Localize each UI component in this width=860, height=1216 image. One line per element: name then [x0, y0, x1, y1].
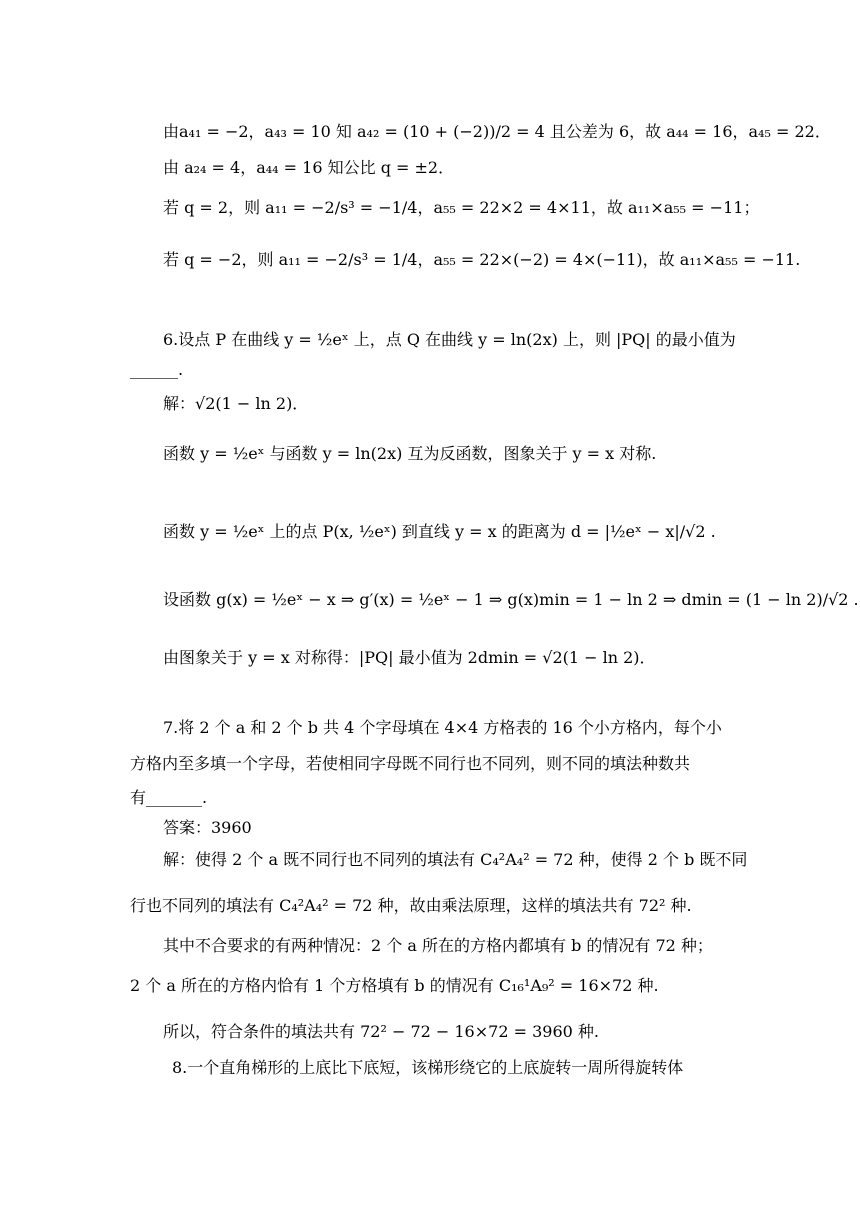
solution-label [163, 384, 860, 424]
text-line [163, 512, 860, 552]
line-text: 设函数 g(x) = ½eˣ − x ⇒ g′(x) = ½eˣ − 1 ⇒ g(x)min = 1 − ln 2 ⇒ dmin = (1 − ln 2)/√2 . [163, 590, 859, 609]
question-8 [172, 1048, 860, 1088]
line-text: 行也不同列的填法有 C₄²A₄² = 72 种，故由乘法原理，这样的填法共有 72² 种. [130, 896, 692, 915]
line-text: 函数 y = ½eˣ 与函数 y = ln(2x) 互为反函数，图象关于 y = x 对称. [163, 444, 657, 463]
text-line [163, 580, 860, 620]
line-text: 7.将 2 个 a 和 2 个 b 共 4 个字母填在 4×4 方格表的 16 个小方格内，每个小 [163, 718, 722, 737]
text-line [163, 840, 860, 880]
line-text: 由a₄₁ = −2，a₄₃ = 10 知 a₄₂ = (10 + (−2))/2 = 4 且公差为 6，故 a₄₄ = 16，a₄₅ = 22． [163, 122, 831, 141]
line-text: 8.一个直角梯形的上底比下底短，该梯形绕它的上底旋转一周所得旋转体 [172, 1058, 684, 1077]
line-text: ______. [130, 360, 184, 379]
text-line [163, 240, 860, 280]
text-line [163, 638, 860, 678]
text-line [163, 148, 860, 188]
line-text: 所以，符合条件的填法共有 72² − 72 − 16×72 = 3960 种. [163, 1022, 599, 1041]
line-text: 由图象关于 y = x 对称得：|PQ| 最小值为 2dmin = √2(1 − ln 2)． [163, 648, 656, 667]
question-7 [163, 708, 860, 748]
text-line [163, 926, 860, 966]
line-text: 解：√2(1 − ln 2)． [163, 394, 309, 413]
line-text: 其中不合要求的有两种情况：2 个 a 所在的方格内都填有 b 的情况有 72 种； [163, 936, 713, 955]
line-text: 答案：3960 [163, 818, 252, 837]
text-line [163, 434, 860, 474]
text-line [163, 188, 860, 228]
line-text: 有_______. [130, 788, 208, 807]
line-text: 方格内至多填一个字母，若使相同字母既不同行也不同列，则不同的填法种数共 [130, 754, 691, 773]
line-text: 由 a₂₄ = 4，a₄₄ = 16 知公比 q = ±2． [163, 158, 455, 177]
line-text: 解：使得 2 个 a 既不同行也不同列的填法有 C₄²A₄² = 72 种，使得 2 个 b 既不同 [163, 850, 748, 869]
text-line [130, 966, 860, 1006]
line-text: 6.设点 P 在曲线 y = ½eˣ 上，点 Q 在曲线 y = ln(2x) 上，则 |PQ| 的最小值为 [163, 330, 736, 349]
line-text: 若 q = 2，则 a₁₁ = −2/s³ = −1/4，a₅₅ = 22×2 = 4×11，故 a₁₁×a₅₅ = −11； [163, 198, 760, 217]
text-line [163, 1012, 860, 1052]
line-text: 2 个 a 所在的方格内恰有 1 个方格填有 b 的情况有 C₁₆¹A₉² = 16×72 种. [130, 976, 659, 995]
line-text: 若 q = −2，则 a₁₁ = −2/s³ = 1/4，a₅₅ = 22×(−2) = 4×(−11)，故 a₁₁×a₅₅ = −11. [163, 250, 801, 269]
text-line [130, 886, 860, 926]
text-line [163, 112, 860, 152]
line-text: 函数 y = ½eˣ 上的点 P(x, ½eˣ) 到直线 y = x 的距离为 d = |½eˣ − x|/√2 . [163, 522, 716, 541]
